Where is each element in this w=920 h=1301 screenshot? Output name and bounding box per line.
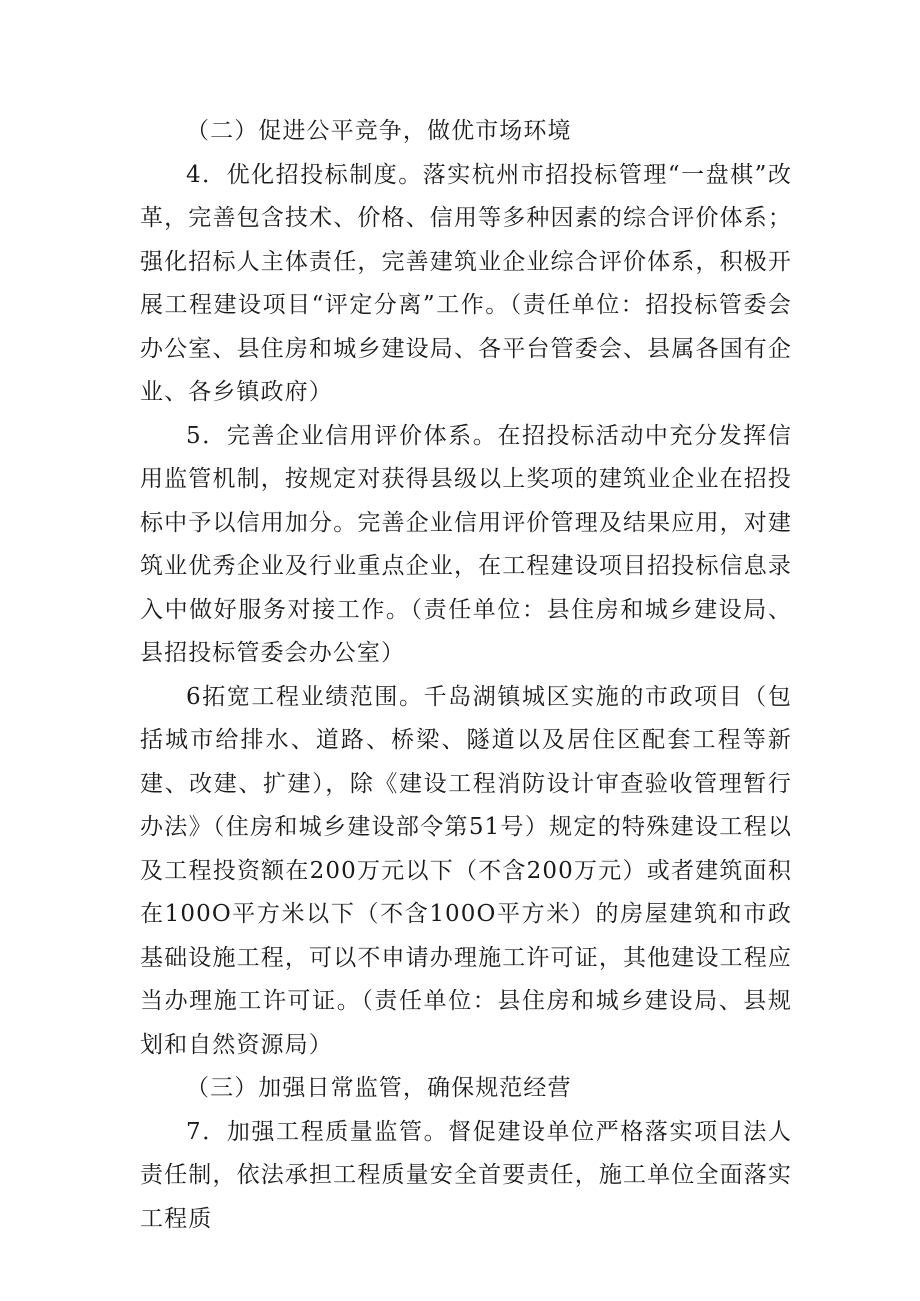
paragraph-item-6: 6拓宽工程业绩范围。千岛湖镇城区实施的市政项目（包括城市给排水、道路、桥梁、隧道以及居住区配套工程等新建、改建、扩建），除《建设工程消防设计审查验收管理暂行办法》（住房和城乡建设部令第51号）规定的特殊建设工程以及工程投资额在200万元以下（不含200万元）或者建筑面积在100O平方米以下（不含100O平方米）的房屋建筑和市政基础设施工程，可以不申请办理施工许可证，其他建设工程应当办理施工许可证。（责任单位：县住房和城乡建设局、县规划和自然资源局）	[140, 683, 792, 1058]
section-heading-2: （二）促进公平竞争，做优市场环境	[186, 118, 572, 144]
paragraph-item-5: 5．完善企业信用评价体系。在招投标活动中充分发挥信用监管机制，按规定对获得县级以上奖项的建筑业企业在招投标中予以信用加分。完善企业信用评价管理及结果应用，对建筑业优秀企业及行业重点企业，在工程建设项目招投标信息录入中做好服务对接工作。（责任单位：县住房和城乡建设局、县招投标管委会办公室）	[140, 422, 792, 666]
section-heading-3: （三）加强日常监管，确保规范经营	[186, 1075, 572, 1101]
paragraph-item-7: 7．加强工程质量监管。督促建设单位严格落实项目法人责任制，依法承担工程质量安全首要责任，施工单位全面落实工程质	[140, 1118, 792, 1232]
document-body	[140, 110, 792, 1241]
paragraph-item-4: 4．优化招投标制度。落实杭州市招投标管理“一盘棋”改革，完善包含技术、价格、信用等多种因素的综合评价体系；强化招标人主体责任，完善建筑业企业综合评价体系，积极开展工程建设项目“评定分离”工作。（责任单位：招投标管委会办公室、县住房和城乡建设局、各平台管委会、县属各国有企业、各乡镇政府）	[140, 161, 792, 405]
